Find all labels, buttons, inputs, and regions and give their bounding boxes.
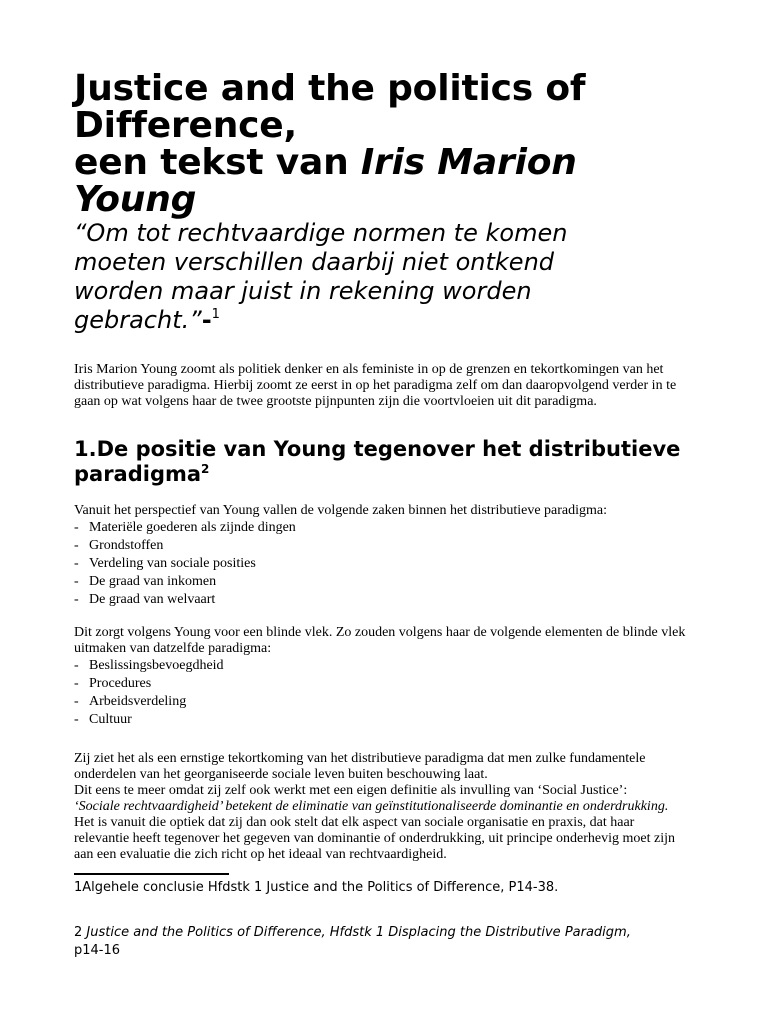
footnote-separator	[74, 873, 229, 875]
list-item	[74, 573, 694, 591]
list-item-text: Cultuur	[89, 712, 132, 727]
dash-bullet: -	[74, 556, 79, 571]
definition-line: ‘Sociale rechtvaardigheid’ betekent de eliminatie van geïnstitutionaliseerde dominantie en onderdrukking.	[74, 799, 669, 814]
list-item	[74, 693, 694, 711]
distributive-list-block	[74, 503, 694, 609]
list-item-text: De graad van inkomen	[89, 574, 217, 589]
author-name-part-2: Young	[74, 179, 197, 220]
dash-bullet: -	[74, 520, 79, 535]
title-line-2: Difference,	[74, 105, 297, 146]
social-justice-paragraph	[74, 751, 694, 863]
paragraph-line: aan een evaluatie die zich richt op het ideaal van rechtvaardigheid.	[74, 847, 447, 862]
list-item	[74, 591, 694, 609]
list-item-text: Procedures	[89, 676, 152, 691]
epigraph-quote	[74, 218, 694, 335]
dash-bullet: -	[74, 538, 79, 553]
paragraph-line: relevantie heeft tegenover het gegeven van dominantie of onderdrukking, uit principe onderhevig moet zijn	[74, 831, 676, 846]
title-prefix: een tekst van	[74, 142, 361, 183]
list-item-text: Arbeidsverdeling	[89, 694, 187, 709]
quote-line-4-text: gebracht.”	[74, 306, 202, 334]
distributive-items-list	[74, 519, 694, 609]
footnote-1: 1Algehele conclusie Hfdstk 1 Justice and the Politics of Difference, P14-38.	[74, 880, 559, 895]
footnote-2-source: Justice and the Politics of Difference, Hfdstk 1 Displacing the Distributive Paradigm,	[86, 925, 631, 940]
paragraph-line: Het is vanuit die optiek dat zij dan ook stelt dat elk aspect van sociale organisatie en praxis, dat haar	[74, 815, 635, 830]
dash-bullet: -	[74, 658, 79, 673]
paragraph-line: onderdelen van het georganiseerde sociale leven buiten beschouwing laat.	[74, 767, 488, 782]
footnote-ref-2[interactable]: 2	[201, 462, 210, 476]
list-item	[74, 675, 694, 693]
list-item-text: Materiële goederen als zijnde dingen	[89, 520, 296, 535]
author-name-part-1: Iris Marion	[360, 142, 577, 183]
list-item-text: Grondstoffen	[89, 538, 164, 553]
title-line-1: Justice and the politics of	[74, 68, 586, 109]
footnote-2-number: 2	[74, 925, 87, 940]
list-item	[74, 657, 694, 675]
list-item-text: Beslissingsbevoegdheid	[89, 658, 224, 673]
dash-bullet: -	[74, 712, 79, 727]
list-item-text: De graad van welvaart	[89, 592, 216, 607]
quote-line-1: “Om tot rechtvaardige normen te komen	[74, 219, 568, 247]
list-item	[74, 537, 694, 555]
blind-spot-list-block	[74, 625, 694, 729]
list-1-intro: Vanuit het perspectief van Young vallen de volgende zaken binnen het distributieve paradigma:	[74, 503, 608, 518]
title-line-3	[74, 144, 694, 181]
title-line-4	[74, 181, 694, 218]
footnote-2	[74, 924, 694, 960]
dash-bullet: -	[74, 574, 79, 589]
footnote-2-pages: p14-16	[74, 943, 121, 958]
dash-bullet: -	[74, 676, 79, 691]
list-item	[74, 555, 694, 573]
list-item	[74, 519, 694, 537]
paragraph-line: Zij ziet het als een ernstige tekortkoming van het distributieve paradigma dat men zulke fundamentele	[74, 751, 646, 766]
footnote-ref-1[interactable]: 1	[211, 307, 220, 322]
quote-dash: -	[201, 306, 212, 334]
blind-spot-items-list	[74, 657, 694, 729]
list-2-intro: Dit zorgt volgens Young voor een blinde vlek. Zo zouden volgens haar de volgende elementen de blinde vlek uitmaken van datzelfde paradigma:	[74, 625, 686, 656]
quote-line-4	[74, 306, 694, 335]
document-title	[74, 0, 694, 218]
section-heading-text: 1.De positie van Young tegenover het distributieve paradigma	[74, 437, 681, 486]
quote-line-3: worden maar juist in rekening worden	[74, 277, 532, 305]
intro-paragraph: Iris Marion Young zoomt als politiek denker en als feministe in op de grenzen en tekortkomingen van het distributieve paradigma. Hierbij zoomt ze eerst in op het paradigma zelf om dan daaropvolgend verder in te gaan op wat volgens haar de twee grootste pijnpunten zijn die voortvloeien uit dit paradigma.	[74, 362, 677, 409]
paragraph-line: Dit eens te meer omdat zij zelf ook werkt met een eigen definitie als invulling van ‘Social Justice’:	[74, 783, 628, 798]
section-heading-1	[74, 437, 694, 487]
dash-bullet: -	[74, 694, 79, 709]
list-item-text: Verdeling van sociale posities	[89, 556, 256, 571]
list-item	[74, 711, 694, 729]
quote-line-2: moeten verschillen daarbij niet ontkend	[74, 248, 555, 276]
dash-bullet: -	[74, 592, 79, 607]
